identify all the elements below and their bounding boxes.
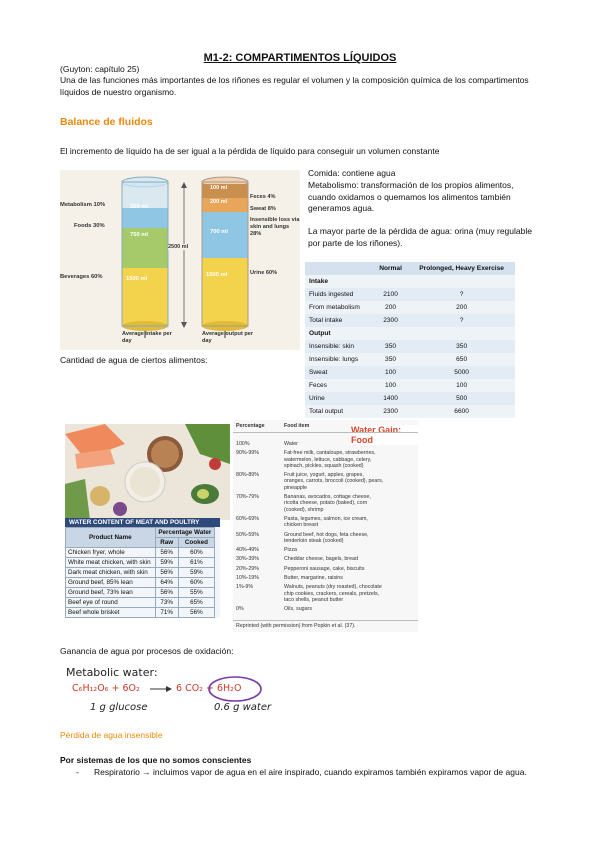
io-cell-heavy: ? — [408, 288, 515, 301]
value-foods: 750 ml — [130, 232, 149, 238]
food-row — [236, 532, 416, 545]
io-cell-normal: 350 — [373, 340, 408, 353]
note-metabolismo: Metabolismo: transformación de los propios alimentos, cuando oxidamos o quemamos los alimentos también generamos agua. — [308, 180, 514, 213]
label-insensible: Insensible loss via skin and lungs 28% — [250, 217, 300, 237]
meat-product: Ground beef, 85% lean — [66, 578, 156, 588]
meat-raw: 56% — [155, 588, 178, 598]
io-cell-heavy: 350 — [408, 340, 515, 353]
food-items: Water — [284, 441, 298, 447]
section-heading-balance: Balance de fluidos — [60, 116, 153, 128]
io-cell-heavy: 6600 — [454, 408, 469, 415]
food-footer-divider — [233, 620, 418, 621]
food-items: Pizza — [284, 547, 297, 554]
metabolic-reactants: C₆H₁₂O₆ + 6O₂ — [72, 683, 140, 694]
metabolic-products: 6 CO₂ + 6H₂O — [176, 683, 242, 694]
meat-row — [66, 558, 215, 568]
food-water-table — [233, 420, 418, 632]
io-cell-heavy: 500 — [408, 392, 515, 405]
metabolic-water-label: Metabolic water: — [66, 666, 158, 679]
food-percentage: 20%-29% — [236, 565, 259, 572]
food-percentage: 40%-49% — [236, 547, 259, 554]
io-row — [305, 275, 515, 288]
food-percentage: 90%-99% — [236, 450, 259, 457]
food-divider — [233, 432, 418, 433]
io-row — [305, 353, 515, 366]
io-cell-label: Total output — [309, 408, 344, 415]
food-row — [236, 441, 416, 447]
meat-table-title: WATER CONTENT OF MEAT AND POULTRY — [65, 518, 220, 527]
io-cell-normal — [373, 327, 408, 340]
bullet-dash: - — [76, 767, 79, 777]
chapter-reference: (Guyton: capítulo 25) — [60, 64, 140, 74]
io-cell-heavy: 5000 — [408, 366, 515, 379]
insensible-text: Por sistemas de los que no somos conscientes — [60, 755, 252, 765]
food-items: Pasta, legumes, salmon, ice cream, chicken breast — [284, 515, 368, 529]
io-cell-heavy: 200 — [456, 304, 468, 311]
food-items: Ground beef, hot dogs, feta cheese, tenderloin steak (cooked) — [284, 531, 369, 544]
meat-cooked: 61% — [178, 558, 214, 568]
food-percentage: 70%-79% — [236, 494, 259, 501]
intro-paragraph: Una de las funciones más importantes de los riñones es regular el volumen y la composición química de los compartimentos líquidos de nuestro organismo. — [60, 75, 529, 97]
food-row — [236, 547, 416, 553]
meat-cooked: 55% — [178, 588, 214, 598]
food-illustration — [65, 424, 230, 520]
io-cell-heavy: 650 — [456, 356, 468, 363]
food-percentage: 0% — [236, 606, 244, 613]
io-row — [305, 405, 515, 418]
value-urine: 1500 ml — [206, 272, 228, 278]
value-insensible: 700 ml — [210, 229, 229, 235]
meat-row — [66, 608, 215, 618]
meat-col-percentage: Percentage Water — [155, 528, 214, 538]
note-comida: Comida: contiene agua — [308, 168, 396, 178]
page-title: M1-2: COMPARTIMENTOS LÍQUIDOS — [203, 52, 397, 64]
value-beverages: 1500 ml — [126, 276, 148, 282]
io-cell-heavy — [408, 327, 515, 340]
note-orina: La mayor parte de la pérdida de agua: orina (muy regulable por parte de los riñones). — [308, 226, 532, 248]
food-percentage: 10%-19% — [236, 575, 259, 582]
food-col-percentage: Percentage — [236, 423, 265, 429]
label-feces: Feces 4% — [250, 194, 276, 200]
food-percentage: 80%-89% — [236, 472, 259, 479]
meat-row — [66, 598, 215, 608]
meat-cooked: 65% — [178, 598, 214, 608]
io-cell-label: From metabolism — [309, 304, 360, 311]
io-cell-normal: 200 — [385, 304, 397, 311]
meat-col-raw: Raw — [155, 538, 178, 548]
io-row — [305, 392, 515, 405]
io-cell-normal: 1400 — [373, 392, 408, 405]
food-photo — [65, 424, 230, 520]
food-percentage: 60%-69% — [236, 515, 259, 522]
label-metabolism: Metabolism 10% — [60, 202, 106, 208]
io-cell-label: Urine — [305, 392, 373, 405]
cantidad-text: Cantidad de agua de ciertos alimentos: — [60, 355, 208, 365]
meat-water-table — [65, 518, 220, 618]
food-items: Fruit juice, yogurt, apples, grapes, oranges, carrots, broccoli (cooked), pears, pineapple — [284, 472, 384, 491]
io-cell-label: Feces — [309, 382, 327, 389]
label-beverages: Beverages 60% — [60, 274, 103, 280]
meat-product: Beef whole brisket — [66, 608, 156, 618]
io-header-normal: Normal — [373, 262, 408, 275]
io-row — [305, 340, 515, 353]
io-row — [305, 366, 515, 379]
io-cell-normal: 2100 — [373, 288, 408, 301]
label-urine: Urine 60% — [250, 270, 278, 276]
io-cell-label: Insensible: lungs — [309, 356, 359, 363]
meat-raw: 56% — [155, 548, 178, 558]
io-row — [305, 288, 515, 301]
meat-raw: 71% — [155, 608, 178, 618]
food-percentage: 30%-39% — [236, 556, 259, 563]
fluid-balance-figure — [60, 170, 300, 350]
water-highlight-circle — [206, 674, 264, 704]
food-row — [236, 584, 416, 603]
meat-product: Chicken fryer, whole — [66, 548, 156, 558]
food-row — [236, 606, 416, 612]
meat-raw: 59% — [155, 558, 178, 568]
meat-raw: 56% — [155, 568, 178, 578]
food-row — [236, 566, 416, 572]
io-cell-label: Intake — [309, 278, 329, 285]
meat-product: Dark meat chicken, with skin — [66, 568, 156, 578]
food-row — [236, 575, 416, 581]
reaction-arrow-icon — [148, 683, 174, 695]
food-rows — [236, 441, 416, 616]
io-row — [305, 314, 515, 327]
ganancia-text: Ganancia de agua por procesos de oxidación: — [60, 646, 234, 656]
meat-product: White meat chicken, with skin — [66, 558, 156, 568]
meat-cooked: 60% — [178, 578, 214, 588]
meat-product: Ground beef, 73% lean — [66, 588, 156, 598]
io-cell-normal: 350 — [385, 356, 397, 363]
food-items: Cheddar cheese, bagels, bread — [284, 556, 358, 563]
io-cell-normal: 100 — [385, 382, 397, 389]
meat-col-cooked: Cooked — [178, 538, 214, 548]
food-row — [236, 472, 416, 491]
glucose-amount: 1 g glucose — [90, 702, 148, 713]
meat-product: Beef eye of round — [66, 598, 156, 608]
food-items: Butter, margarine, raisins — [284, 575, 343, 582]
io-cell-normal — [373, 275, 408, 288]
io-cell-normal: 2300 — [373, 314, 408, 327]
io-cell-label: Insensible: skin — [305, 340, 373, 353]
meat-row — [66, 578, 215, 588]
meat-row — [66, 588, 215, 598]
io-header-blank — [305, 262, 373, 275]
meat-raw: 64% — [155, 578, 178, 588]
food-footer: Reprinted (with permission) from Popkin et al. (37). — [236, 623, 356, 629]
io-cell-heavy — [408, 275, 515, 288]
value-feces: 100 ml — [210, 185, 228, 191]
io-cell-label: Sweat — [305, 366, 373, 379]
bullet-respiratorio: Respiratorio → incluimos vapor de agua en el aire inspirado, cuando expiramos también expiramos vapor de agua. — [94, 767, 527, 777]
label-sweat: Sweat 8% — [250, 206, 276, 212]
food-row — [236, 556, 416, 562]
io-row — [305, 327, 515, 340]
caption-intake: Average intake per day — [122, 331, 172, 344]
food-row — [236, 494, 416, 513]
meat-cooked: 60% — [178, 548, 214, 558]
meat-cooked: 56% — [178, 608, 214, 618]
food-percentage: 50%-59% — [236, 531, 259, 538]
water-amount: 0.6 g water — [214, 702, 272, 713]
food-percentage: 100% — [236, 441, 250, 447]
food-row — [236, 516, 416, 529]
balance-text: El incremento de líquido ha de ser igual a la pérdida de líquido para conseguir un volumen constante — [60, 146, 440, 156]
io-header-heavy: Prolonged, Heavy Exercise — [408, 262, 515, 275]
io-row — [305, 301, 515, 314]
io-cell-label: Fluids ingested — [305, 288, 373, 301]
io-cell-heavy: ? — [408, 314, 515, 327]
io-cell-heavy: 100 — [456, 382, 468, 389]
food-row — [236, 450, 416, 469]
value-metabolism: 250 ml — [130, 204, 149, 210]
food-items: Pepperoni sausage, cake, biscuits — [284, 565, 365, 572]
food-percentage: 1%-9% — [236, 584, 254, 591]
io-row — [305, 379, 515, 392]
food-items: Bananas, avocados, cottage cheese, ricotta cheese, potato (baked), corn (cooked), shrimp — [284, 494, 371, 513]
meat-row — [66, 548, 215, 558]
io-cell-normal: 100 — [373, 366, 408, 379]
value-sweat: 200 ml — [210, 199, 228, 205]
food-items: Oils, sugars — [284, 606, 312, 613]
io-cell-label: Total intake — [305, 314, 373, 327]
value-total: 2500 ml — [168, 244, 189, 250]
io-cell-normal: 2300 — [383, 408, 398, 415]
intake-output-table — [305, 262, 515, 418]
caption-output: Average output per day — [202, 331, 254, 344]
label-foods: Foods 30% — [74, 223, 105, 229]
food-items: Fat-free milk, cantaloupe, strawberries, watermelon, lettuce, cabbage, celery, spinach, pickles, squash (cooked) — [284, 450, 376, 469]
section-heading-insensible: Pérdida de agua insensible — [60, 730, 163, 740]
meat-col-product: Product Name — [66, 528, 156, 548]
food-heading: Water Gain: Food — [351, 425, 418, 445]
food-items: Walnuts, peanuts (dry roasted), chocolate chip cookies, crackers, cereals, pretzels, taco shells, peanut butter — [284, 584, 382, 603]
io-cell-label: Output — [309, 330, 331, 337]
meat-cooked: 59% — [178, 568, 214, 578]
meat-raw: 73% — [155, 598, 178, 608]
meat-row — [66, 568, 215, 578]
food-col-item: Food item — [284, 423, 310, 429]
